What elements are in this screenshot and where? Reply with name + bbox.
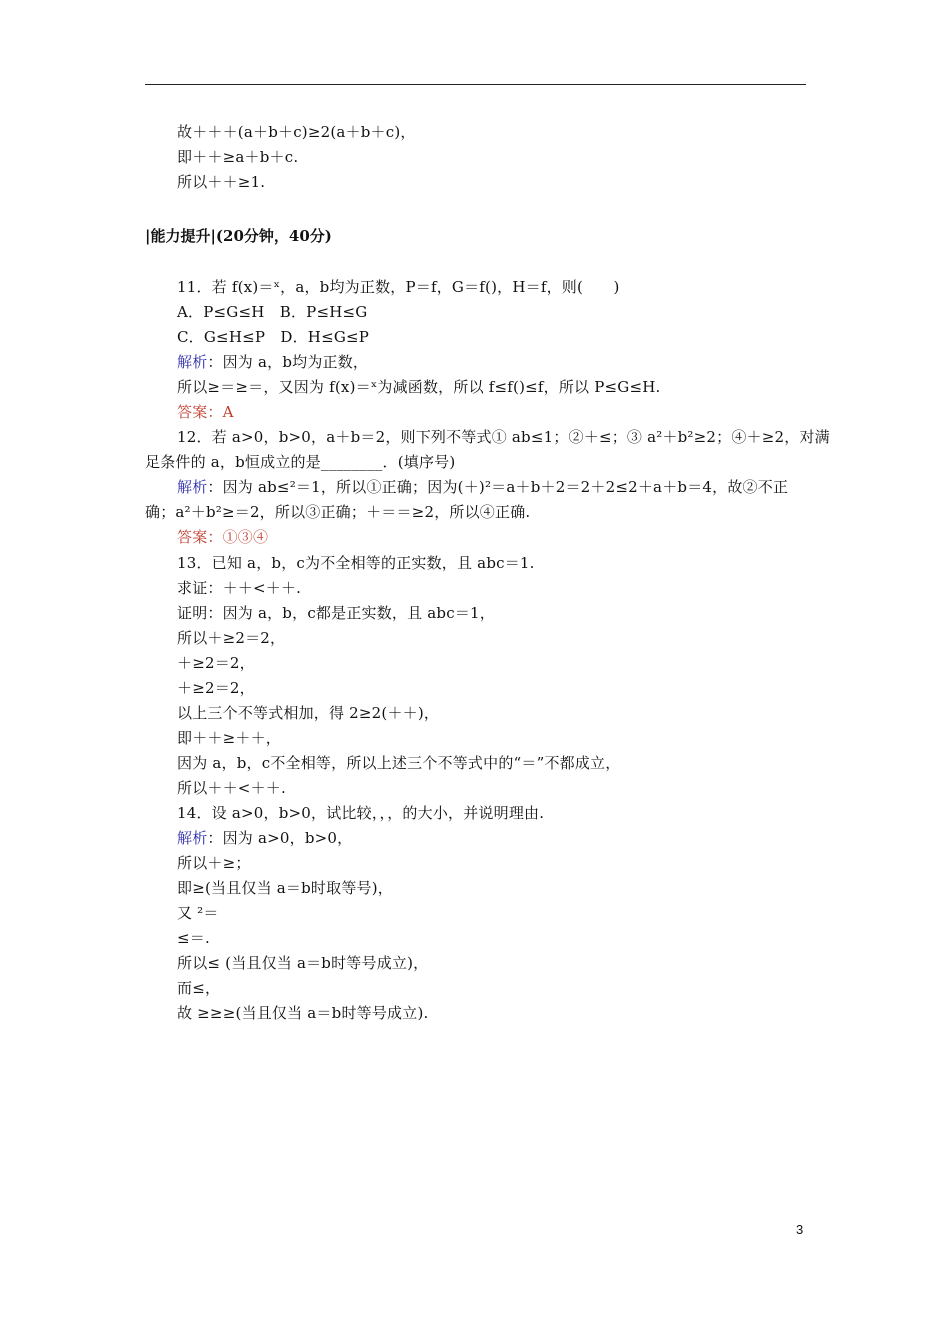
text-line: 所以≤ (当且仅当 a＝b时等号成立)，	[177, 954, 429, 972]
text-line: ≤＝.	[177, 929, 210, 947]
analysis-line	[177, 477, 788, 497]
question-13: 13．已知 a，b，c为不全相等的正实数，且 abc＝1.	[177, 554, 535, 572]
text-line: 所以≥＝≥＝，又因为 f(x)＝ˣ为减函数，所以 f≤f()≤f，所以 P≤G≤H.	[177, 378, 661, 396]
text-line: 所以＋＋≥1.	[177, 173, 266, 191]
text-line: 足条件的 a，b恒成立的是________．(填序号)	[145, 453, 456, 471]
analysis-text: ：因为 a>0，b>0，	[207, 829, 353, 847]
question-12: 12．若 a>0，b>0，a＋b＝2，则下列不等式① ab≤1；②＋≤；③ a²＋b²≥2；④＋≥2，对满	[177, 428, 830, 446]
text-line: 求证：＋＋<＋＋.	[177, 579, 302, 597]
text-line: ＋≥2＝2，	[177, 679, 255, 697]
header-rule	[145, 84, 806, 85]
answer-text: ：A	[207, 403, 234, 421]
question-11: 11．若 f(x)＝ˣ，a，b均为正数，P＝f，G＝f()，H＝f，则( )	[177, 278, 620, 296]
choices-cd: C．G≤H≤P D．H≤G≤P	[177, 328, 370, 346]
text-line: 所以＋≥；	[177, 854, 251, 872]
text-line: 又 ²＝	[177, 904, 219, 922]
text-line: 即＋＋≥＋＋，	[177, 729, 281, 747]
text-line: 所以＋≥2＝2，	[177, 629, 286, 647]
text-line: 故＋＋＋(a＋b＋c)≥2(a＋b＋c)，	[177, 123, 416, 141]
text-line: 即≥(当且仅当 a＝b时取等号)，	[177, 879, 393, 897]
analysis-label: 解析	[177, 829, 208, 847]
analysis-line	[177, 828, 352, 848]
answer-line	[177, 527, 268, 547]
text-line: 以上三个不等式相加，得 2≥2(＋＋)，	[177, 704, 440, 722]
answer-label: 答案	[177, 528, 208, 546]
text-line: ＋≥2＝2，	[177, 654, 255, 672]
analysis-text: ：因为 a，b均为正数，	[207, 353, 369, 371]
answer-label: 答案	[177, 403, 208, 421]
analysis-line	[177, 352, 368, 372]
section-title: |能力提升|(20分钟，40分)	[145, 227, 332, 245]
text-line: 故 ≥≥≥(当且仅当 a＝b时等号成立).	[177, 1004, 429, 1022]
question-14: 14．设 a>0，b>0，试比较，，，的大小，并说明理由.	[177, 804, 545, 822]
answer-line	[177, 402, 234, 422]
analysis-label: 解析	[177, 478, 208, 496]
text-line: 确；a²＋b²≥＝2，所以③正确；＋＝＝≥2，所以④正确.	[145, 503, 531, 521]
answer-text: ：①③④	[207, 528, 269, 546]
page-number: 3	[796, 1222, 804, 1237]
text-line: 证明：因为 a，b，c都是正实数，且 abc＝1，	[177, 604, 495, 622]
text-line: 而≤，	[177, 979, 221, 997]
analysis-text: ：因为 ab≤²＝1，所以①正确；因为(＋)²＝a＋b＋2＝2＋2≤2＋a＋b＝4，故②不正	[207, 478, 789, 496]
text-line: 所以＋＋<＋＋.	[177, 779, 286, 797]
text-line: 即＋＋≥a＋b＋c.	[177, 148, 299, 166]
text-line: 因为 a，b，c不全相等，所以上述三个不等式中的“＝”不都成立，	[177, 754, 621, 772]
analysis-label: 解析	[177, 353, 208, 371]
choices-ab: A．P≤G≤H B．P≤H≤G	[177, 303, 368, 321]
